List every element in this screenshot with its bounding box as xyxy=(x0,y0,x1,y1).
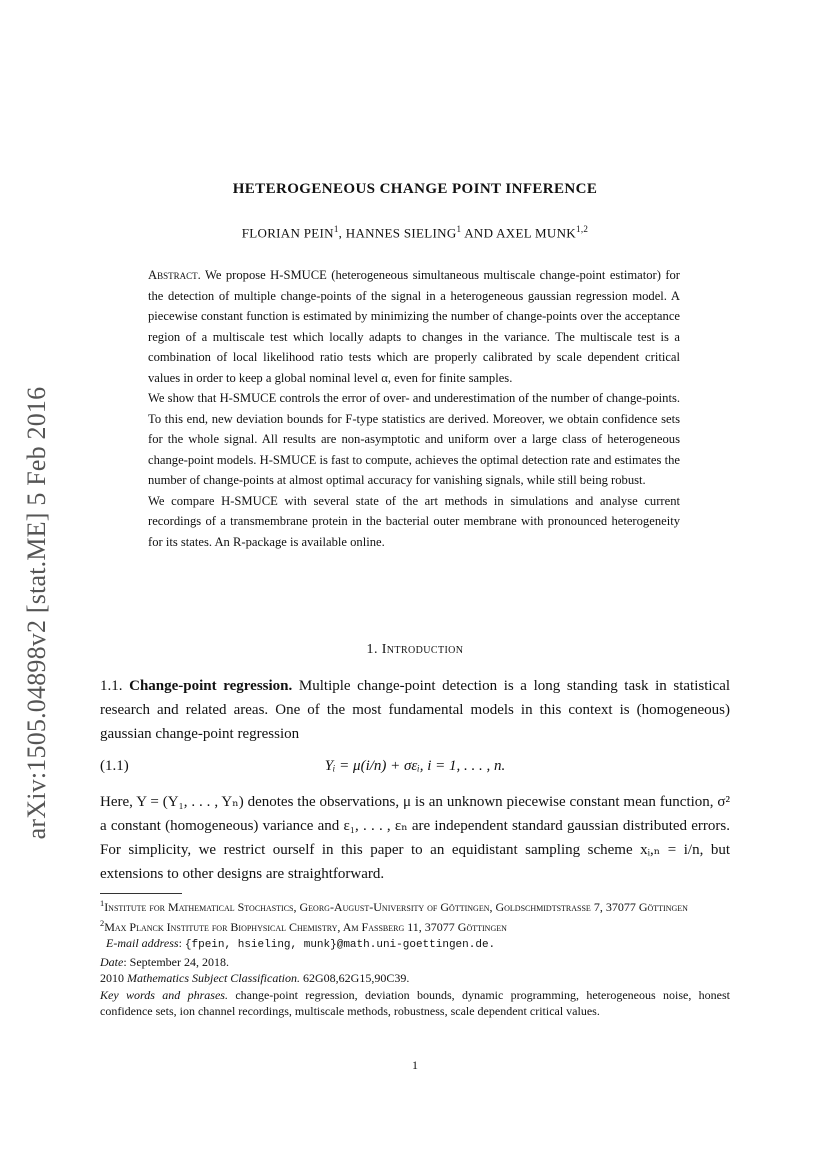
paragraph-text: Multiple change-point detection is a long standing task in statistical research and related areas. One of the most fundamental models in this context is (homogeneous) gaussian change-point regression xyxy=(100,678,731,742)
abstract xyxy=(148,265,680,552)
footnotes xyxy=(100,896,730,1020)
affiliation-2 xyxy=(100,916,730,936)
author-affiliation-mark: 1 xyxy=(456,224,462,234)
affiliation-text: Institute for Mathematical Stochastics, Georg-August-University of Göttingen, Goldschmidtstrasse 7, 37077 Göttingen xyxy=(104,900,688,914)
author-conjunction: AND xyxy=(461,225,497,241)
author-affiliation-mark: 1 xyxy=(333,224,339,234)
equation-number: (1.1) xyxy=(100,758,129,774)
body-paragraph: Here, Y = (Y₁, . . . , Yₙ) denotes the observations, μ is an unknown piecewise constant mean function, σ² a constant (homogeneous) variance and ε₁, . . . , εₙ are independent standard gaussian distributed errors. For simplicity, we restrict ourself in this paper to an equidistant sampling scheme xᵢ,ₙ = i/n, but extensions to other designs are straightforward. xyxy=(100,794,730,882)
author-separator: , xyxy=(338,225,346,241)
email-label: E-mail address xyxy=(106,936,179,950)
abstract-paragraph: We show that H-SMUCE controls the error of over- and underestimation of the number of change-points. To this end, new deviation bounds for F-type statistics are derived. Moreover, we obtain confidence sets for the whole signal. All results are non-asymptotic and uniform over a large class of heterogeneous change-point models. H-SMUCE is fast to compute, achieves the optimal detection rate and estimates the number of change-points at almost optimal accuracy for vanishing signals, while still being robust. xyxy=(148,391,680,487)
affiliation-mark: 1 xyxy=(100,899,105,908)
email-line: E-mail address: {fpein, hsieling, munk}@math.uni-goettingen.de. xyxy=(106,936,496,951)
msc-line xyxy=(100,970,730,987)
author-name: HANNES SIELING xyxy=(345,225,457,241)
abstract-text: We propose H-SMUCE (heterogeneous simultaneous multiscale change-point estimator) for the detection of multiple change-points of the signal in a heterogeneous gaussian regression model. A piecewise constant function is estimated by minimizing the number of change-points over the acceptance region of a multiscale test which locally adapts to changes in the variance. The multiscale test is a combination of local likelihood ratio tests which are properly calibrated by scale dependent critical values in order to keep a global nominal level α, even for finite samples. xyxy=(148,268,680,385)
keywords-line xyxy=(100,987,730,1020)
body-paragraph xyxy=(100,674,730,746)
abstract-label: Abstract. xyxy=(148,268,201,282)
equation-block xyxy=(100,758,730,782)
equation: Yᵢ = μ(i/n) + σεᵢ, i = 1, . . . , n. xyxy=(324,758,506,774)
author-name: FLORIAN PEIN xyxy=(241,225,334,241)
abstract-paragraph xyxy=(148,265,680,388)
affiliation-mark: 2 xyxy=(100,918,105,928)
page-number: 1 xyxy=(412,1058,418,1072)
abstract-paragraph: We compare H-SMUCE with several state of the art methods in simulations and analyse current recordings of a transmembrane protein in the bacterial outer membrane with pronounced heterogeneity for its states. An R-package is available online. xyxy=(148,493,680,549)
msc-label: Mathematics Subject Classification. xyxy=(127,971,300,985)
affiliation-text: Max Planck Institute for Biophysical Chemistry, Am Fassberg 11, 37077 Göttingen xyxy=(104,919,507,934)
date-value: September 24, 2018. xyxy=(129,954,229,969)
affiliation-1 xyxy=(100,896,730,916)
keywords-text: change-point regression, deviation bounds, dynamic programming, heterogeneous noise, honest confidence sets, ion channel recordings, multiscale methods, robustness, scale dependent critical values. xyxy=(100,987,731,1018)
paper-title: HETEROGENEOUS CHANGE POINT INFERENCE xyxy=(232,181,598,197)
date-line: Date: September 24, 2018. xyxy=(100,954,229,969)
author-list xyxy=(100,224,730,241)
section-heading: 1. Introduction xyxy=(366,642,464,657)
footnote-rule xyxy=(100,893,182,894)
subsection-title: Change-point regression. xyxy=(129,678,293,694)
msc-year: 2010 xyxy=(100,971,124,985)
subsection-number: 1.1. xyxy=(100,678,123,694)
date-label: Date xyxy=(100,954,124,969)
keywords-label: Key words and phrases. xyxy=(100,987,228,1002)
email-address: {fpein, hsieling, munk}@math.uni-goettingen.de. xyxy=(184,939,496,951)
arxiv-sidebar xyxy=(22,365,52,860)
msc-codes: 62G08,62G15,90C39. xyxy=(302,971,410,985)
author-name: AXEL MUNK xyxy=(496,225,576,241)
arxiv-identifier: arXiv:1505.04898v2 [stat.ME] 5 Feb 2016 xyxy=(22,386,51,839)
author-affiliation-mark: 1,2 xyxy=(575,224,589,234)
